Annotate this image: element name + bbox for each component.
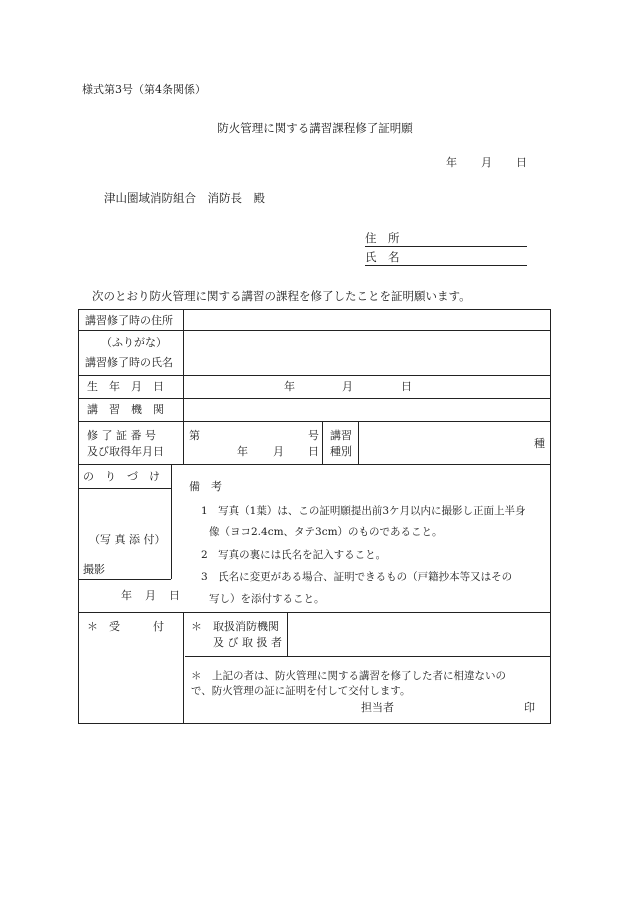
- furigana-label: （ふりがな）: [101, 336, 167, 349]
- acq-year: 年: [237, 445, 248, 458]
- number-prefix: 第: [189, 429, 200, 442]
- officer-label: 担当者: [361, 701, 394, 714]
- note-1b: 像（ヨコ2.4cm、タテ3cm）のものであること。: [209, 526, 443, 538]
- reception-label: ＊ 受 付: [87, 620, 164, 633]
- dob-month: 月: [342, 380, 353, 393]
- form-number: 様式第3号（第4条関係）: [82, 83, 206, 96]
- photo-label: （写 真 添 付）: [89, 533, 166, 546]
- certification-text-1: ＊ 上記の者は、防火管理に関する講習を修了した者に相違ないの: [191, 670, 506, 682]
- note-3a: 3 氏名に変更がある場合、証明できるもの（戸籍抄本等又はその: [201, 571, 513, 583]
- photo-day: 日: [169, 589, 180, 602]
- institution-label: 講 習 機 関: [87, 403, 164, 416]
- acquired-date-label: 及び取得年月日: [87, 445, 164, 458]
- acq-month: 月: [273, 445, 284, 458]
- name-label: 氏 名: [365, 250, 400, 264]
- handling-org-label-1: ＊ 取扱消防機関: [191, 620, 279, 633]
- seal-label: 印: [524, 701, 535, 714]
- dob-year: 年: [284, 380, 295, 393]
- dob-day: 日: [401, 380, 412, 393]
- address-label: 住 所: [365, 231, 400, 245]
- date-year-label: 年: [446, 156, 457, 169]
- date-day-label: 日: [516, 156, 527, 169]
- addressee: 津山圏域消防組合 消防長 殿: [104, 191, 265, 205]
- dob-label: 生 年 月 日: [87, 380, 164, 393]
- handling-org-label-2: 及 び 取 扱 者: [213, 636, 282, 649]
- certification-text-2: で、防火管理の証に証明を付して交付します。: [191, 685, 411, 697]
- photo-month: 月: [145, 589, 156, 602]
- name-at-completion-label: 講習修了時の氏名: [85, 356, 173, 369]
- course-type-label-2: 種別: [330, 445, 352, 458]
- applicant-address-field[interactable]: [365, 233, 527, 247]
- photo-year: 年: [121, 589, 132, 602]
- document-title: 防火管理に関する講習課程修了証明願: [217, 121, 413, 135]
- photo-taken-label: 撮影: [83, 563, 105, 576]
- declaration-text: 次のとおり防火管理に関する講習の課程を修了したことを証明願います。: [92, 289, 471, 303]
- date-month-label: 月: [481, 156, 492, 169]
- note-3b: 写し）を添付すること。: [209, 593, 325, 605]
- note-2: 2 写真の裏には氏名を記入すること。: [201, 549, 387, 561]
- note-1a: 1 写真（1葉）は、この証明願提出前3ケ月以内に撮影し正面上半身: [201, 505, 526, 517]
- paste-label: の り づ け: [83, 470, 160, 483]
- cert-number-label: 修 了 証 番 号: [87, 429, 156, 442]
- number-suffix: 号: [308, 429, 319, 442]
- applicant-name-field[interactable]: [365, 252, 527, 266]
- application-date: [446, 157, 527, 168]
- acq-day: 日: [308, 445, 319, 458]
- type-suffix: 種: [534, 437, 545, 450]
- address-at-completion-label: 講習修了時の住所: [85, 314, 173, 327]
- course-type-label-1: 講習: [330, 429, 352, 442]
- certificate-table: [78, 309, 551, 724]
- notes-title: 備 考: [189, 480, 222, 493]
